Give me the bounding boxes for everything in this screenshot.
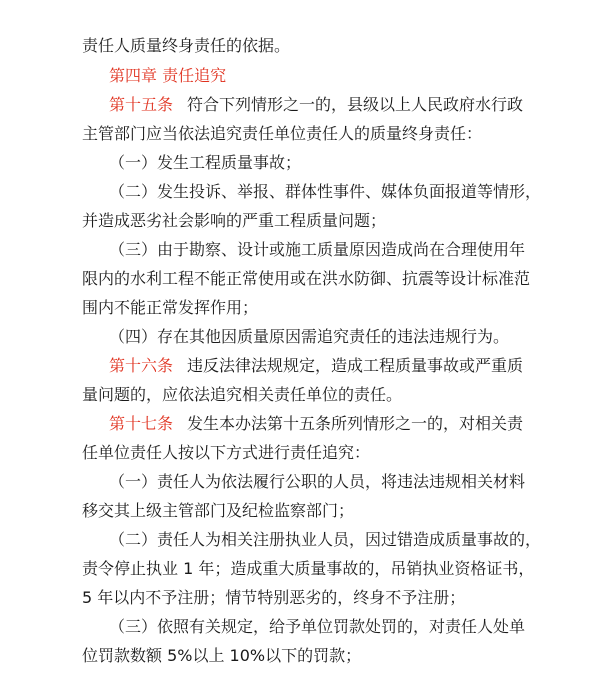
article-16-line: 第十六条 违反法律法规规定，造成工程质量事故或严重质 bbox=[109, 356, 524, 375]
text-line: 任单位责任人按以下方式进行责任追究： bbox=[82, 443, 371, 462]
text-line: （二）发生投诉、举报、群体性事件、媒体负面报道等情形， bbox=[109, 182, 542, 201]
text-line: 责任人质量终身责任的依据。 bbox=[82, 36, 291, 55]
article-label: 第十六条 bbox=[109, 356, 174, 375]
text-line: 责令停止执业 1 年；造成重大质量事故的，吊销执业资格证书， bbox=[82, 559, 535, 578]
text-line: 移交其上级主管部门及纪检监察部门； bbox=[82, 501, 355, 520]
text-line: （四）存在其他因质量原因需追究责任的违法违规行为。 bbox=[109, 327, 510, 346]
text-line: 量问题的，应依法追究相关责任单位的责任。 bbox=[82, 385, 403, 404]
text-line: 并造成恶劣社会影响的严重工程质量问题； bbox=[82, 211, 387, 230]
text-line: （二）责任人为相关注册执业人员，因过错造成质量事故的， bbox=[109, 530, 542, 549]
text-line: 位罚款数额 5%以上 10%以下的罚款； bbox=[82, 646, 362, 665]
text-line: （三）由于勘察、设计或施工质量原因造成尚在合理使用年 bbox=[109, 240, 526, 259]
article-17-line: 第十七条 发生本办法第十五条所列情形之一的，对相关责 bbox=[109, 414, 524, 433]
text-line: 围内不能正常发挥作用； bbox=[82, 298, 259, 317]
chapter-heading: 第四章 责任追究 bbox=[109, 66, 227, 85]
text-line: 5 年以内不予注册；情节特别恶劣的，终身不予注册； bbox=[82, 588, 466, 607]
text-line: （一）发生工程质量事故； bbox=[109, 153, 302, 172]
text-line: 主管部门应当依法追究责任单位责任人的质量终身责任： bbox=[82, 124, 483, 143]
text-line: 限内的水利工程不能正常使用或在洪水防御、抗震等设计标准范 bbox=[82, 269, 531, 288]
article-label: 第十五条 bbox=[109, 95, 174, 114]
article-label: 第十七条 bbox=[109, 414, 174, 433]
text-line: （三）依照有关规定，给予单位罚款处罚的，对责任人处单 bbox=[109, 617, 526, 636]
text-line: （一）责任人为依法履行公职的人员，将违法违规相关材料 bbox=[109, 472, 526, 491]
article-15-line: 第十五条 符合下列情形之一的，县级以上人民政府水行政 bbox=[109, 95, 524, 114]
